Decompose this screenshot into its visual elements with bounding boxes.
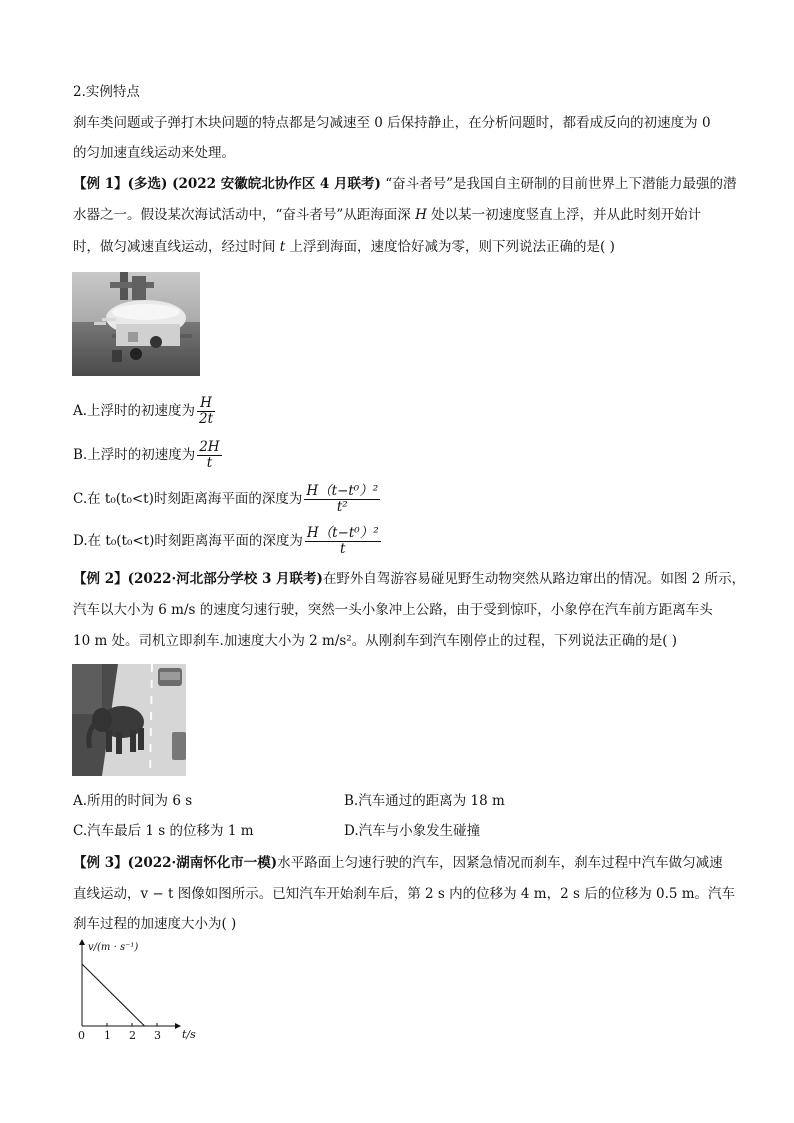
velocity-line [82,964,145,1026]
x-tick-label: 0 [78,1029,85,1042]
example-1-option-a[interactable]: A.上浮时的初速度为 $\frac{H}{2t}$ [73,395,214,427]
elephant-photo [72,664,186,776]
example-2-line-3: 10 m 处。司机立即刹车.加速度大小为 2 m/s²。从刚刹车到汽车刚停止的过程，下列说法正确的是( ) [73,633,678,649]
x-tick-label: 3 [154,1029,161,1042]
example-3-line-1: 【例 3】(2022·湖南怀化市一模)水平路面上匀速行驶的汽车，因紧急情况而刹车，刹车过程中汽车做匀减速 [73,855,723,871]
example-1-option-c[interactable]: C.在 t₀(t₀<t)时刻距离海平面的深度为 $\frac{\text{H（t−t⁰）²}}{\text{t²}}$ [73,483,379,515]
y-axis-label: v/(m · s⁻¹) [88,942,139,953]
fraction: $\frac{H}{2t}$ [199,395,214,427]
x-tick-label: 1 [104,1029,111,1042]
example-2-line-2: 汽车以大小为 6 m/s 的速度匀速行驶，突然一头小象冲上公路，由于受到惊吓，小象停在汽车前方距离车头 [73,602,713,618]
fraction: $\frac{\text{H（t−t⁰）²}}{\text{t²}}$ [306,483,379,515]
submersible-photo [72,272,200,376]
example-3-line-3: 刹车过程的加速度大小为( ) [73,916,237,932]
example-1-option-b[interactable]: B.上浮时的初速度为 $\frac{2H}{t}$ [73,439,220,471]
example-3-tag: 【例 3】(2022·湖南怀化市一模) [73,855,278,871]
vt-graph [70,934,210,1044]
x-tick-label: 2 [129,1029,136,1042]
intro-line-2: 的匀加速直线运动来处理。 [73,145,235,161]
example-1-option-d[interactable]: D.在 t₀(t₀<t)时刻距离海平面的深度为 $\frac{\text{H（t−t⁰）²}}{t}$ [73,525,379,557]
x-axis-label: t/s [182,1028,196,1041]
fraction: $\frac{2H}{t}$ [199,439,220,471]
example-1-tag: 【例 1】(多选) (2022 安徽皖北协作区 4 月联考) [73,176,381,192]
example-1-line-3: 时，做匀减速直线运动，经过时间 t 上浮到海面，速度恰好减为零，则下列说法正确的是( ) [73,239,615,255]
example-2-option-c[interactable]: C.汽车最后 1 s 的位移为 1 m [73,823,254,839]
fraction: $\frac{\text{H（t−t⁰）²}}{t}$ [306,525,379,557]
example-2-line-1: 【例 2】(2022·河北部分学校 3 月联考)在野外自驾游容易碰见野生动物突然从路边窜出的情况。如图 2 所示， [73,571,746,587]
example-2-option-d[interactable]: D.汽车与小象发生碰撞 [344,823,481,839]
example-1-line-1: 【例 1】(多选) (2022 安徽皖北协作区 4 月联考) “奋斗者号”是我国自主研制的目前世界上下潜能力最强的潜 [73,176,737,192]
section-title: 2.实例特点 [73,84,140,100]
example-2-option-a[interactable]: A.所用的时间为 6 s [73,793,193,809]
example-3-line-2: 直线运动，v − t 图像如图所示。已知汽车开始刹车后，第 2 s 内的位移为 4 m，2 s 后的位移为 0.5 m。汽车 [73,886,736,902]
example-2-tag: 【例 2】(2022·河北部分学校 3 月联考) [73,571,323,587]
example-1-line-2: 水器之一。假设某次海试活动中，“奋斗者号”从距海面深 H 处以某一初速度竖直上浮，并从此时刻开始计 [73,207,702,223]
example-2-option-b[interactable]: B.汽车通过的距离为 18 m [344,793,505,809]
intro-line-1: 刹车类问题或子弹打木块问题的特点都是匀减速至 0 后保持静止，在分析问题时，都看成反向的初速度为 0 [73,115,711,131]
